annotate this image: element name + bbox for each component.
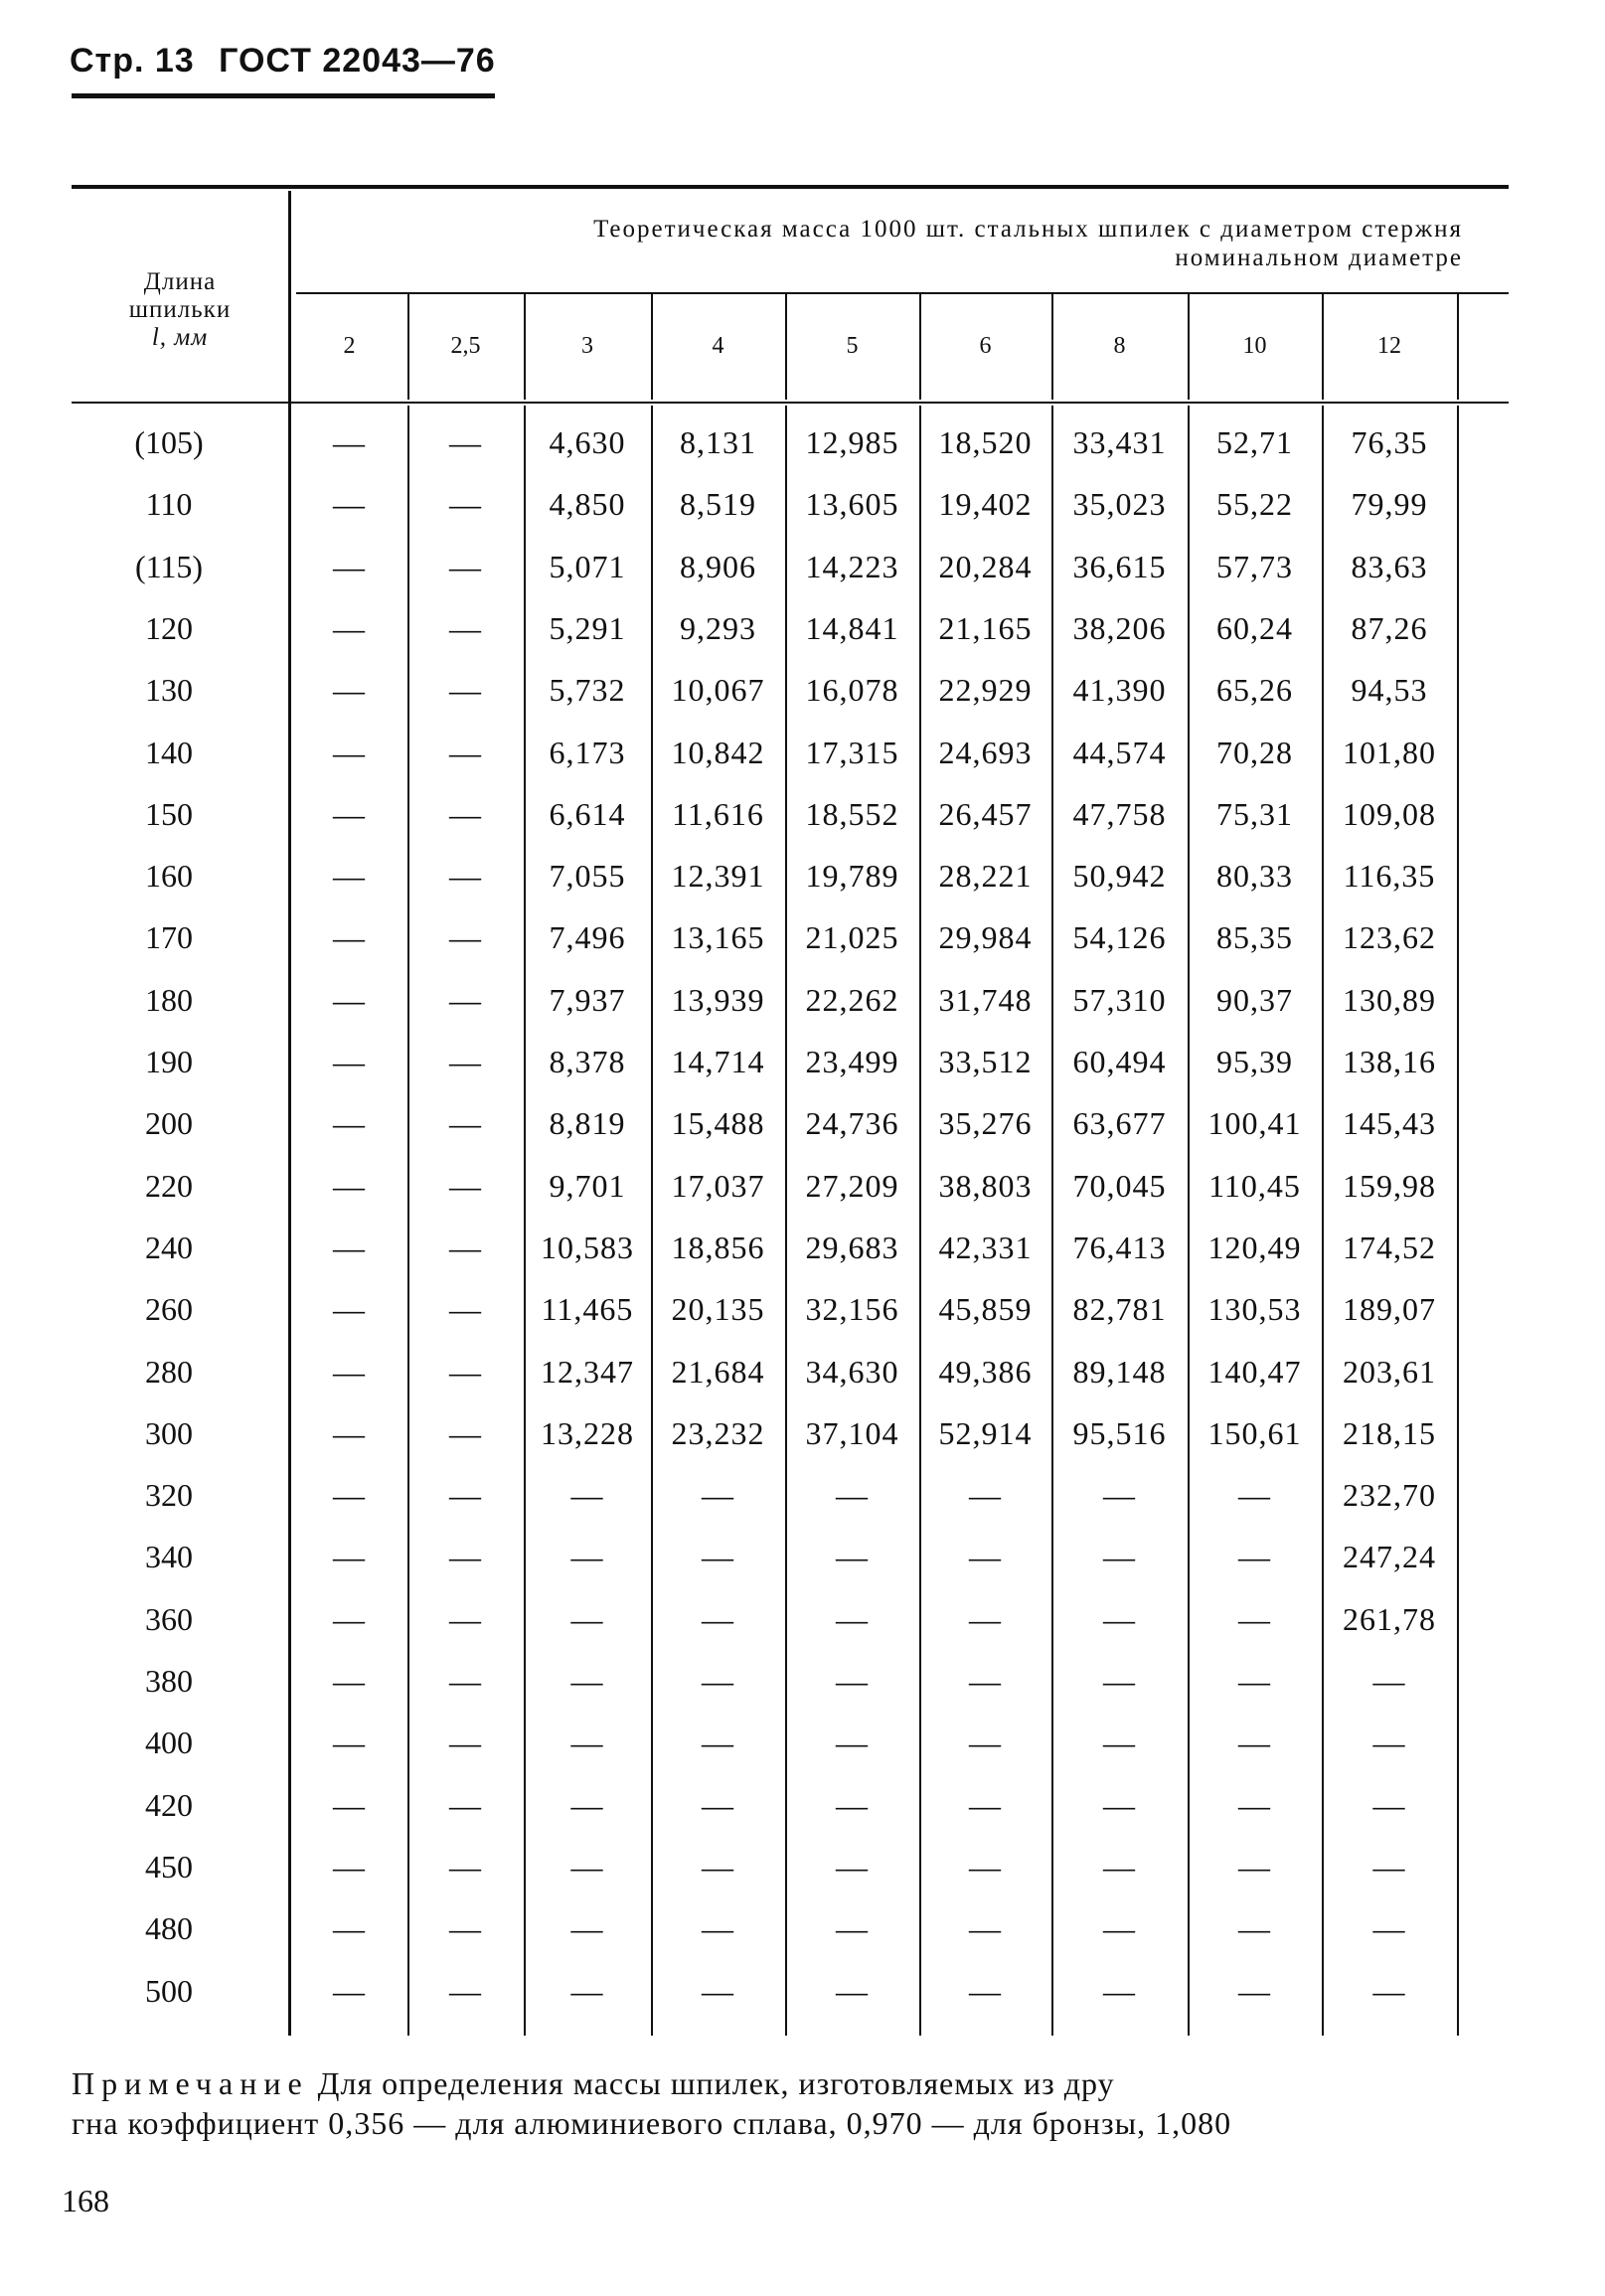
mass-cell: —: [333, 981, 366, 1018]
table-top-rule: [72, 185, 1509, 189]
note-line1: [72, 2063, 1513, 2103]
length-cell: 260: [145, 1291, 193, 1328]
mass-cell: —: [449, 486, 482, 523]
mass-cell: —: [1372, 1910, 1406, 1947]
mass-cell: —: [1238, 1539, 1271, 1575]
length-cell: 380: [145, 1663, 193, 1699]
mass-cell: 55,22: [1216, 486, 1293, 523]
mass-cell: 140,47: [1207, 1353, 1302, 1390]
mass-cell: —: [333, 795, 366, 832]
mass-cell: —: [449, 1910, 482, 1947]
mass-cell: 52,914: [938, 1414, 1033, 1451]
mass-cell: 6,614: [549, 795, 626, 832]
mass-cell: 261,78: [1343, 1600, 1436, 1637]
mass-cell: 21,684: [671, 1353, 765, 1390]
mass-cell: 232,70: [1343, 1477, 1436, 1514]
mass-cell: —: [449, 1848, 482, 1885]
mass-cell: 18,520: [938, 424, 1033, 460]
mass-cell: —: [702, 1600, 734, 1637]
mass-cell: 24,693: [938, 734, 1033, 770]
mass-cell: —: [449, 424, 482, 460]
mass-cell: 80,33: [1216, 858, 1293, 895]
mass-cell: 109,08: [1343, 795, 1436, 832]
mass-cell: —: [1238, 1663, 1271, 1699]
mass-cell: 57,73: [1216, 548, 1293, 584]
mass-cell: —: [449, 672, 482, 709]
length-cell: 480: [145, 1910, 193, 1947]
mass-cell: 49,386: [938, 1353, 1033, 1390]
mass-cell: —: [836, 1910, 869, 1947]
mass-cell: 52,71: [1216, 424, 1293, 460]
mass-cell: —: [333, 1477, 366, 1514]
mass-cell: —: [1372, 1663, 1406, 1699]
mass-cell: —: [333, 734, 366, 770]
mass-cell: —: [333, 1663, 366, 1699]
mass-cell: 7,055: [549, 858, 626, 895]
column-header: 5: [846, 333, 859, 359]
mass-cell: —: [969, 1848, 1002, 1885]
mass-cell: 82,781: [1072, 1291, 1167, 1328]
mass-cell: 8,819: [549, 1105, 626, 1142]
mass-cell: —: [333, 1910, 366, 1947]
column-header: 4: [712, 333, 724, 359]
mass-cell: 19,789: [805, 858, 899, 895]
note-line2: гна коэффициент 0,356 — для алюминиевого сплава, 0,970 — для бронзы, 1,080: [72, 2105, 1232, 2141]
length-cell: 170: [145, 919, 193, 956]
note: [72, 2063, 1513, 2143]
mass-cell: 5,732: [549, 672, 626, 709]
mass-cell: 23,499: [805, 1044, 899, 1079]
mass-cell: —: [449, 858, 482, 895]
mass-cell: —: [1372, 1724, 1406, 1761]
mass-cell: —: [1238, 1972, 1271, 2009]
mass-cell: —: [836, 1600, 869, 1637]
mass-cell: 14,223: [805, 548, 899, 584]
mass-cell: —: [333, 1539, 366, 1575]
mass-cell: —: [1103, 1848, 1136, 1885]
mass-cell: 189,07: [1343, 1291, 1436, 1328]
mass-cell: —: [449, 919, 482, 956]
mass-cell: —: [702, 1477, 734, 1514]
length-cell: 300: [145, 1414, 193, 1451]
mass-cell: —: [333, 1600, 366, 1637]
mass-cell: 9,701: [549, 1167, 626, 1204]
mass-cell: 94,53: [1351, 672, 1428, 709]
mass-cell: 101,80: [1343, 734, 1436, 770]
mass-cell: —: [702, 1910, 734, 1947]
mass-cell: 31,748: [938, 981, 1033, 1018]
mass-cell: —: [1103, 1477, 1136, 1514]
mass-cell: —: [969, 1786, 1002, 1823]
mass-cell: —: [333, 1105, 366, 1142]
mass-cell: 90,37: [1216, 981, 1293, 1018]
mass-cell: 18,856: [671, 1229, 765, 1265]
mass-cell: 95,39: [1216, 1044, 1293, 1079]
mass-cell: —: [702, 1724, 734, 1761]
column-header: 12: [1377, 333, 1401, 359]
mass-cell: 33,431: [1072, 424, 1167, 460]
mass-cell: 42,331: [938, 1229, 1033, 1265]
length-cell: 340: [145, 1539, 193, 1575]
mass-cell: —: [836, 1972, 869, 2009]
mass-cell: 5,071: [549, 548, 626, 584]
length-cell: 240: [145, 1229, 193, 1265]
mass-cell: 159,98: [1343, 1167, 1436, 1204]
mass-cell: 18,552: [805, 795, 899, 832]
mass-cell: 57,310: [1072, 981, 1167, 1018]
mass-cell: 10,067: [671, 672, 765, 709]
mass-cell: —: [449, 734, 482, 770]
mass-cell: —: [333, 1414, 366, 1451]
row-header: [72, 268, 288, 352]
mass-cell: —: [1238, 1786, 1271, 1823]
mass-cell: 87,26: [1351, 609, 1428, 646]
mass-cell: 60,24: [1216, 609, 1293, 646]
mass-cell: —: [969, 1724, 1002, 1761]
mass-cell: —: [333, 672, 366, 709]
mass-cell: —: [969, 1663, 1002, 1699]
mass-cell: 20,135: [671, 1291, 765, 1328]
mass-cell: —: [570, 1663, 604, 1699]
mass-cell: 7,496: [549, 919, 626, 956]
mass-cell: —: [836, 1786, 869, 1823]
mass-cell: —: [333, 548, 366, 584]
mass-cell: 4,850: [549, 486, 626, 523]
note-line1-text: Для определения массы шпилек, изготовляемых из дру: [317, 2065, 1115, 2101]
mass-cell: —: [333, 1167, 366, 1204]
mass-cell: 7,937: [549, 981, 626, 1018]
mass-cell: 19,402: [938, 486, 1033, 523]
column-divider-head: [1457, 294, 1459, 400]
mass-cell: —: [333, 424, 366, 460]
length-cell: 120: [145, 609, 193, 646]
mass-cell: —: [449, 981, 482, 1018]
mass-cell: 11,616: [672, 795, 764, 832]
mass-cell: —: [570, 1600, 604, 1637]
mass-cell: 9,293: [680, 609, 756, 646]
mass-cell: 23,232: [671, 1414, 765, 1451]
mass-cell: —: [836, 1663, 869, 1699]
mass-cell: —: [333, 1291, 366, 1328]
mass-cell: 4,630: [549, 424, 626, 460]
mass-cell: 63,677: [1072, 1105, 1167, 1142]
mass-cell: —: [333, 486, 366, 523]
length-cell: (115): [134, 548, 204, 584]
mass-cell: 76,413: [1072, 1229, 1167, 1265]
mass-cell: —: [702, 1786, 734, 1823]
mass-cell: 33,512: [938, 1044, 1033, 1079]
mass-cell: 13,165: [671, 919, 765, 956]
mass-cell: 6,173: [549, 734, 626, 770]
mass-cell: —: [1372, 1786, 1406, 1823]
mass-cell: 37,104: [805, 1414, 899, 1451]
group-header-line1: Теоретическая масса 1000 шт. стальных шпилек с диаметром стержня: [593, 216, 1463, 243]
length-cell: 500: [145, 1972, 193, 2009]
mass-cell: 70,045: [1072, 1167, 1167, 1204]
row-header-divider: [288, 191, 291, 2036]
length-cell: 400: [145, 1724, 193, 1761]
mass-cell: 12,391: [671, 858, 765, 895]
mass-cell: —: [449, 1477, 482, 1514]
length-cell: 150: [145, 795, 193, 832]
column-header: 3: [581, 333, 593, 359]
mass-cell: 34,630: [805, 1353, 899, 1390]
column-header: 8: [1113, 333, 1126, 359]
column-header: 10: [1242, 333, 1267, 359]
mass-cell: 100,41: [1207, 1105, 1302, 1142]
mass-cell: —: [449, 1600, 482, 1637]
mass-cell: 174,52: [1343, 1229, 1436, 1265]
mass-cell: 13,228: [541, 1414, 634, 1451]
mass-cell: 218,15: [1343, 1414, 1436, 1451]
mass-cell: —: [1103, 1539, 1136, 1575]
mass-cell: 17,037: [671, 1167, 765, 1204]
mass-cell: —: [1372, 1848, 1406, 1885]
mass-cell: 75,31: [1216, 795, 1293, 832]
mass-cell: 47,758: [1072, 795, 1167, 832]
mass-cell: —: [570, 1477, 604, 1514]
group-header-line2: номинальном диаметре: [1175, 245, 1463, 271]
column-header-rule: [72, 402, 1509, 404]
mass-cell: —: [333, 1724, 366, 1761]
mass-cell: 35,276: [938, 1105, 1033, 1142]
length-cell: 180: [145, 981, 193, 1018]
mass-cell: —: [333, 1786, 366, 1823]
mass-cell: —: [1103, 1972, 1136, 2009]
mass-cell: —: [449, 1044, 482, 1079]
column-header: 2,5: [450, 333, 481, 359]
mass-cell: —: [333, 919, 366, 956]
mass-cell: 12,347: [541, 1353, 634, 1390]
column-divider-body: [1457, 406, 1459, 2036]
mass-cell: —: [836, 1724, 869, 1761]
mass-cell: —: [333, 1353, 366, 1390]
mass-cell: 150,61: [1207, 1414, 1302, 1451]
mass-cell: 95,516: [1072, 1414, 1167, 1451]
mass-cell: —: [836, 1539, 869, 1575]
group-header-rule: [296, 292, 1509, 294]
mass-cell: —: [449, 1229, 482, 1265]
mass-cell: —: [449, 1105, 482, 1142]
mass-cell: —: [1103, 1910, 1136, 1947]
row-header-line1: Длина: [143, 268, 217, 295]
mass-cell: 22,262: [805, 981, 899, 1018]
mass-cell: 17,315: [805, 734, 899, 770]
mass-cell: 10,842: [671, 734, 765, 770]
mass-cell: —: [969, 1539, 1002, 1575]
length-cell: 450: [145, 1848, 193, 1885]
mass-cell: —: [333, 1229, 366, 1265]
mass-cell: —: [1238, 1477, 1271, 1514]
mass-cell: 28,221: [938, 858, 1033, 895]
mass-cell: 38,206: [1072, 609, 1167, 646]
mass-cell: 24,736: [805, 1105, 899, 1142]
note-label: Примечание: [72, 2065, 309, 2101]
mass-cell: 110,45: [1208, 1167, 1301, 1204]
mass-cell: —: [570, 1910, 604, 1947]
mass-cell: —: [969, 1477, 1002, 1514]
mass-cell: 60,494: [1072, 1044, 1167, 1079]
mass-cell: 130,53: [1207, 1291, 1302, 1328]
mass-cell: 15,488: [671, 1105, 765, 1142]
mass-cell: 11,465: [541, 1291, 634, 1328]
standard-number: ГОСТ 22043—76: [219, 42, 496, 80]
mass-cell: —: [333, 858, 366, 895]
mass-cell: 22,929: [938, 672, 1033, 709]
mass-cell: 116,35: [1343, 858, 1436, 895]
mass-cell: 10,583: [541, 1229, 634, 1265]
mass-cell: 120,49: [1207, 1229, 1302, 1265]
mass-cell: —: [570, 1972, 604, 2009]
mass-cell: 38,803: [938, 1167, 1033, 1204]
mass-cell: 8,519: [680, 486, 756, 523]
mass-cell: 54,126: [1072, 919, 1167, 956]
length-cell: 360: [145, 1600, 193, 1637]
mass-cell: 35,023: [1072, 486, 1167, 523]
mass-cell: —: [702, 1539, 734, 1575]
length-cell: 320: [145, 1477, 193, 1514]
mass-cell: —: [449, 548, 482, 584]
column-header: 2: [343, 333, 356, 359]
mass-cell: —: [449, 609, 482, 646]
mass-cell: —: [836, 1477, 869, 1514]
length-cell: 280: [145, 1353, 193, 1390]
mass-cell: 130,89: [1343, 981, 1436, 1018]
mass-cell: —: [969, 1600, 1002, 1637]
mass-cell: —: [702, 1663, 734, 1699]
mass-cell: 5,291: [549, 609, 626, 646]
length-cell: 160: [145, 858, 193, 895]
mass-cell: 76,35: [1351, 424, 1428, 460]
mass-cell: —: [1372, 1972, 1406, 2009]
mass-cell: —: [449, 795, 482, 832]
mass-cell: 247,24: [1343, 1539, 1436, 1575]
mass-cell: —: [1103, 1724, 1136, 1761]
length-cell: 220: [145, 1167, 193, 1204]
mass-cell: —: [1238, 1848, 1271, 1885]
mass-cell: —: [570, 1724, 604, 1761]
mass-cell: 123,62: [1343, 919, 1436, 956]
mass-cell: 14,714: [671, 1044, 765, 1079]
mass-cell: 145,43: [1343, 1105, 1436, 1142]
mass-cell: —: [449, 1724, 482, 1761]
mass-cell: 16,078: [805, 672, 899, 709]
mass-cell: 79,99: [1351, 486, 1428, 523]
mass-cell: 36,615: [1072, 548, 1167, 584]
mass-cell: —: [449, 1414, 482, 1451]
mass-cell: —: [570, 1848, 604, 1885]
page-label: Стр. 13: [70, 42, 195, 80]
mass-cell: —: [969, 1910, 1002, 1947]
mass-cell: 8,378: [549, 1044, 626, 1079]
mass-cell: 50,942: [1072, 858, 1167, 895]
mass-cell: 29,683: [805, 1229, 899, 1265]
length-cell: 190: [145, 1044, 193, 1079]
page-number: 168: [62, 2183, 109, 2218]
mass-cell: 85,35: [1216, 919, 1293, 956]
row-header-line2: шпильки: [128, 296, 232, 323]
mass-cell: 203,61: [1343, 1353, 1436, 1390]
mass-cell: 26,457: [938, 795, 1033, 832]
mass-cell: —: [702, 1848, 734, 1885]
mass-cell: 29,984: [938, 919, 1033, 956]
mass-cell: 14,841: [805, 609, 899, 646]
length-cell: 420: [145, 1786, 193, 1823]
mass-cell: —: [570, 1539, 604, 1575]
mass-cell: —: [449, 1291, 482, 1328]
mass-cell: 65,26: [1216, 672, 1293, 709]
mass-cell: 83,63: [1351, 548, 1428, 584]
mass-cell: —: [836, 1848, 869, 1885]
mass-cell: —: [702, 1972, 734, 2009]
mass-cell: —: [1103, 1600, 1136, 1637]
row-header-line3: l, мм: [151, 324, 209, 351]
mass-cell: —: [449, 1539, 482, 1575]
mass-cell: —: [449, 1972, 482, 2009]
mass-cell: 27,209: [805, 1167, 899, 1204]
mass-cell: 8,131: [680, 424, 756, 460]
length-cell: 110: [145, 486, 193, 523]
page-header: [70, 42, 510, 81]
mass-cell: —: [333, 609, 366, 646]
mass-cell: 12,985: [805, 424, 899, 460]
mass-cell: 21,025: [805, 919, 899, 956]
mass-cell: 44,574: [1072, 734, 1167, 770]
mass-cell: 89,148: [1072, 1353, 1167, 1390]
mass-cell: —: [449, 1663, 482, 1699]
mass-cell: 8,906: [680, 548, 756, 584]
group-header: [298, 215, 1463, 272]
mass-cell: 41,390: [1072, 672, 1167, 709]
mass-cell: 13,939: [671, 981, 765, 1018]
mass-cell: 138,16: [1343, 1044, 1436, 1079]
mass-cell: 20,284: [938, 548, 1033, 584]
mass-cell: 45,859: [938, 1291, 1033, 1328]
mass-cell: —: [333, 1848, 366, 1885]
mass-cell: —: [1238, 1600, 1271, 1637]
length-cell: (105): [134, 424, 204, 460]
header-underline: [72, 93, 495, 98]
mass-cell: 32,156: [805, 1291, 899, 1328]
mass-cell: —: [1238, 1724, 1271, 1761]
mass-cell: —: [570, 1786, 604, 1823]
mass-cell: —: [333, 1044, 366, 1079]
length-cell: 140: [145, 734, 193, 770]
mass-cell: —: [449, 1353, 482, 1390]
mass-cell: —: [333, 1972, 366, 2009]
mass-cell: 21,165: [938, 609, 1033, 646]
length-cell: 200: [145, 1105, 193, 1142]
mass-cell: —: [1238, 1910, 1271, 1947]
mass-cell: —: [1103, 1663, 1136, 1699]
mass-cell: —: [449, 1167, 482, 1204]
column-header: 6: [979, 333, 992, 359]
mass-cell: —: [1103, 1786, 1136, 1823]
mass-cell: 13,605: [805, 486, 899, 523]
mass-cell: —: [969, 1972, 1002, 2009]
length-cell: 130: [145, 672, 193, 709]
mass-cell: —: [449, 1786, 482, 1823]
mass-cell: 70,28: [1216, 734, 1293, 770]
